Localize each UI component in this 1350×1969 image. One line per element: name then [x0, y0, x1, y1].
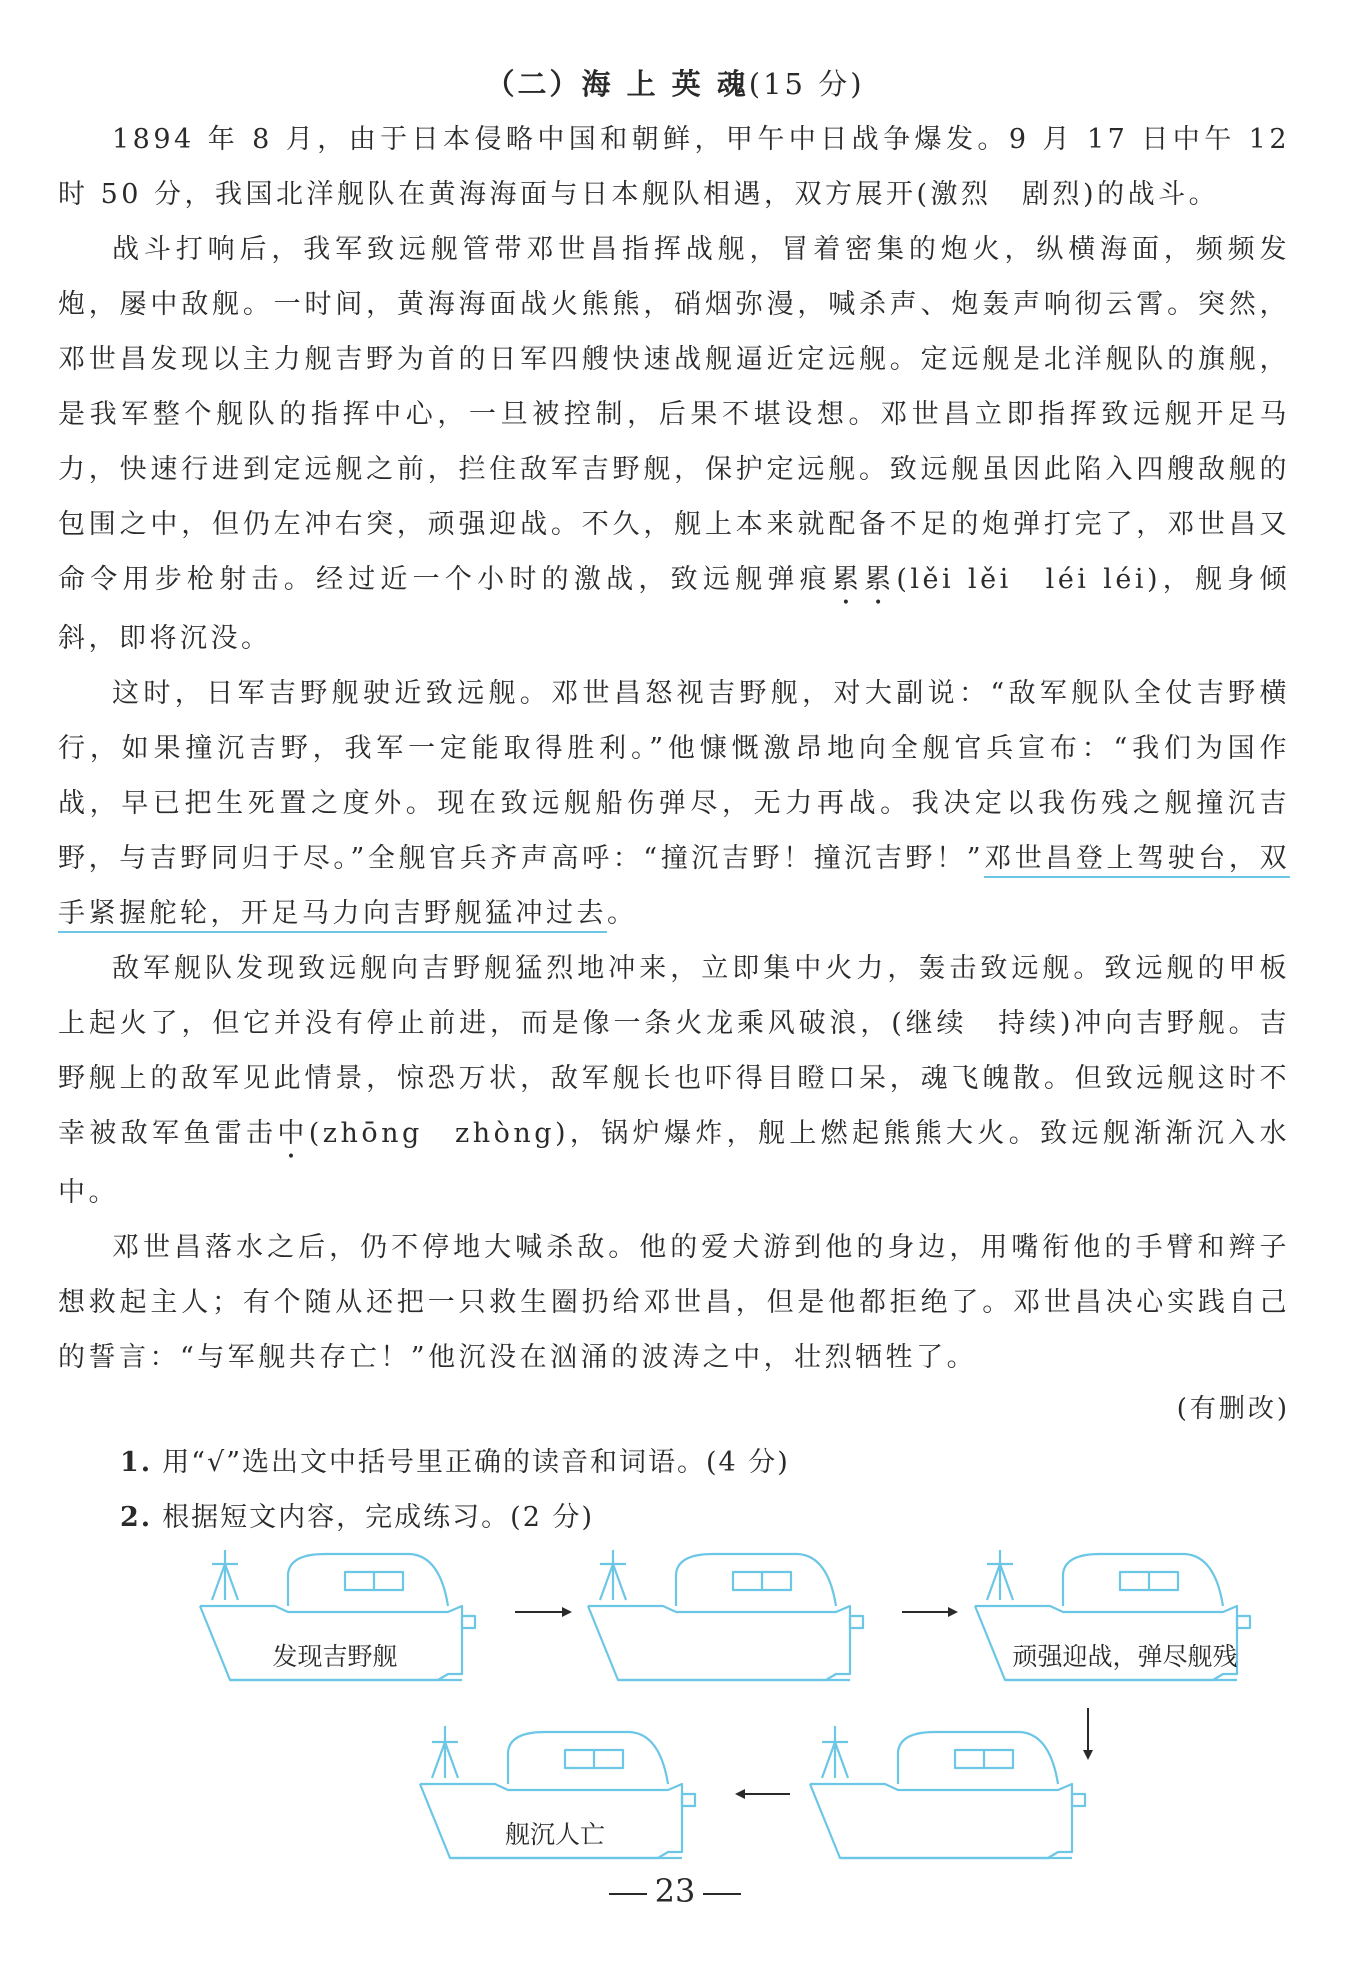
dotted-word-zhong: 中 [277, 1118, 309, 1149]
arrow-3-down [1083, 1708, 1093, 1760]
underlined-sentence: 邓世昌登上驾驶台，双手紧握舵轮，开足马力向吉野舰猛冲过去 [58, 843, 1290, 933]
dotted-word-leilei: 累累 [831, 564, 897, 595]
paragraph-4-end: (zhōng zhòng)，锅炉爆炸，舰上燃起熊熊大火。致远舰渐渐沉入水中。 [58, 1118, 1290, 1208]
passage-score: (15 分) [748, 67, 865, 101]
paragraph-3-text: 这时，日军吉野舰驶近致远舰。邓世昌怒视吉野舰，对大副说：“敌军舰队全仗吉野横行，如果撞沉吉野，我军一定能取得胜利。”他慷慨激昂地向全舰官兵宣布：“我们为国作战，早已把生死置之度外。现在致远舰船伤弹尽，无力再战。我决定以我伤残之舰撞沉吉野，与吉野同归于尽。”全舰官兵齐声高呼：“撞沉吉野！撞沉吉野！” [58, 678, 1290, 874]
paragraph-2 [58, 222, 1290, 666]
boat-3 [975, 1550, 1250, 1680]
page-number-dash-left [609, 1893, 647, 1895]
question-1 [120, 1440, 790, 1479]
boat-2 [588, 1550, 863, 1680]
paragraph-4-text: 敌军舰队发现致远舰向吉野舰猛烈地冲来，立即集中火力，轰击致远舰。致远舰的甲板上起火了，但它并没有停止前进，而是像一条火龙乘风破浪，(继续 持续)冲向吉野舰。吉野舰上的敌军见此情景，惊恐万状，敌军舰长也吓得目瞪口呆，魂飞魄散。但致远舰这时不幸被敌军鱼雷击 [58, 953, 1290, 1149]
question-2 [120, 1495, 594, 1534]
question-2-text: 根据短文内容，完成练习。(2 分) [162, 1502, 595, 1533]
paragraph-3 [58, 666, 1290, 941]
page-number-value: 23 [654, 1872, 696, 1910]
passage-title-main: （二）海 上 英 魂 [485, 67, 749, 101]
boat-1-label: 发现吉野舰 [272, 1642, 398, 1671]
question-2-number: 2. [120, 1502, 153, 1533]
passage-body [58, 112, 1290, 1385]
arrow-4-left [735, 1789, 790, 1799]
paragraph-5: 邓世昌落水之后，仍不停地大喊杀敌。他的爱犬游到他的身边，用嘴衔他的手臂和辫子想救起主人；有个随从还把一只救生圈扔给邓世昌，但是他都拒绝了。邓世昌决心实践自己的誓言：“与军舰共存亡！”他沉没在汹涌的波涛之中，壮烈牺牲了。 [58, 1232, 1290, 1373]
page-number [0, 1872, 1350, 1910]
question-1-text: 用“√”选出文中括号里正确的读音和词语。(4 分) [162, 1447, 790, 1478]
paragraph-2-text: 战斗打响后，我军致远舰管带邓世昌指挥战舰，冒着密集的炮火，纵横海面，频频发炮，屡中敌舰。一时间，黄海海面战火熊熊，硝烟弥漫，喊杀声、炮轰声响彻云霄。突然，邓世昌发现以主力舰吉野为首的日军四艘快速战舰逼近定远舰。定远舰是北洋舰队的旗舰，是我军整个舰队的指挥中心，一旦被控制，后果不堪设想。邓世昌立即指挥致远舰开足马力，快速行进到定远舰之前，拦住敌军吉野舰，保护定远舰。致远舰虽因此陷入四艘敌舰的包围之中，但仍左冲右突，顽强迎战。不久，舰上本来就配备不足的炮弹打完了，邓世昌又命令用步枪射击。经过近一个小时的激战，致远舰弹痕 [58, 234, 1290, 595]
page-number-dash-right [703, 1893, 741, 1895]
question-1-number: 1. [120, 1447, 153, 1478]
ship-flow-diagram [0, 1550, 1350, 1870]
source-note: (有删改) [1176, 1394, 1290, 1424]
paragraph-1: 1894 年 8 月，由于日本侵略中国和朝鲜，甲午中日战争爆发。9 月 17 日中午 12 时 50 分，我国北洋舰队在黄海海面与日本舰队相遇，双方展开(激烈 剧烈)的战斗。 [58, 124, 1290, 210]
passage-title [0, 62, 1350, 103]
boat-4 [810, 1726, 1085, 1858]
paragraph-2-end: (lěi lěi léi léi)，舰身倾斜，即将沉没。 [58, 564, 1291, 654]
paragraph-3-end: 。 [607, 898, 638, 929]
paragraph-4 [58, 941, 1290, 1220]
boat-3-label: 顽强迎战，弹尽舰残 [1012, 1642, 1238, 1671]
arrow-2-right [902, 1607, 958, 1617]
boat-1 [200, 1550, 475, 1680]
boat-5-label: 舰沉人亡 [504, 1820, 606, 1849]
boat-5 [420, 1726, 695, 1858]
arrow-1-right [515, 1607, 572, 1617]
